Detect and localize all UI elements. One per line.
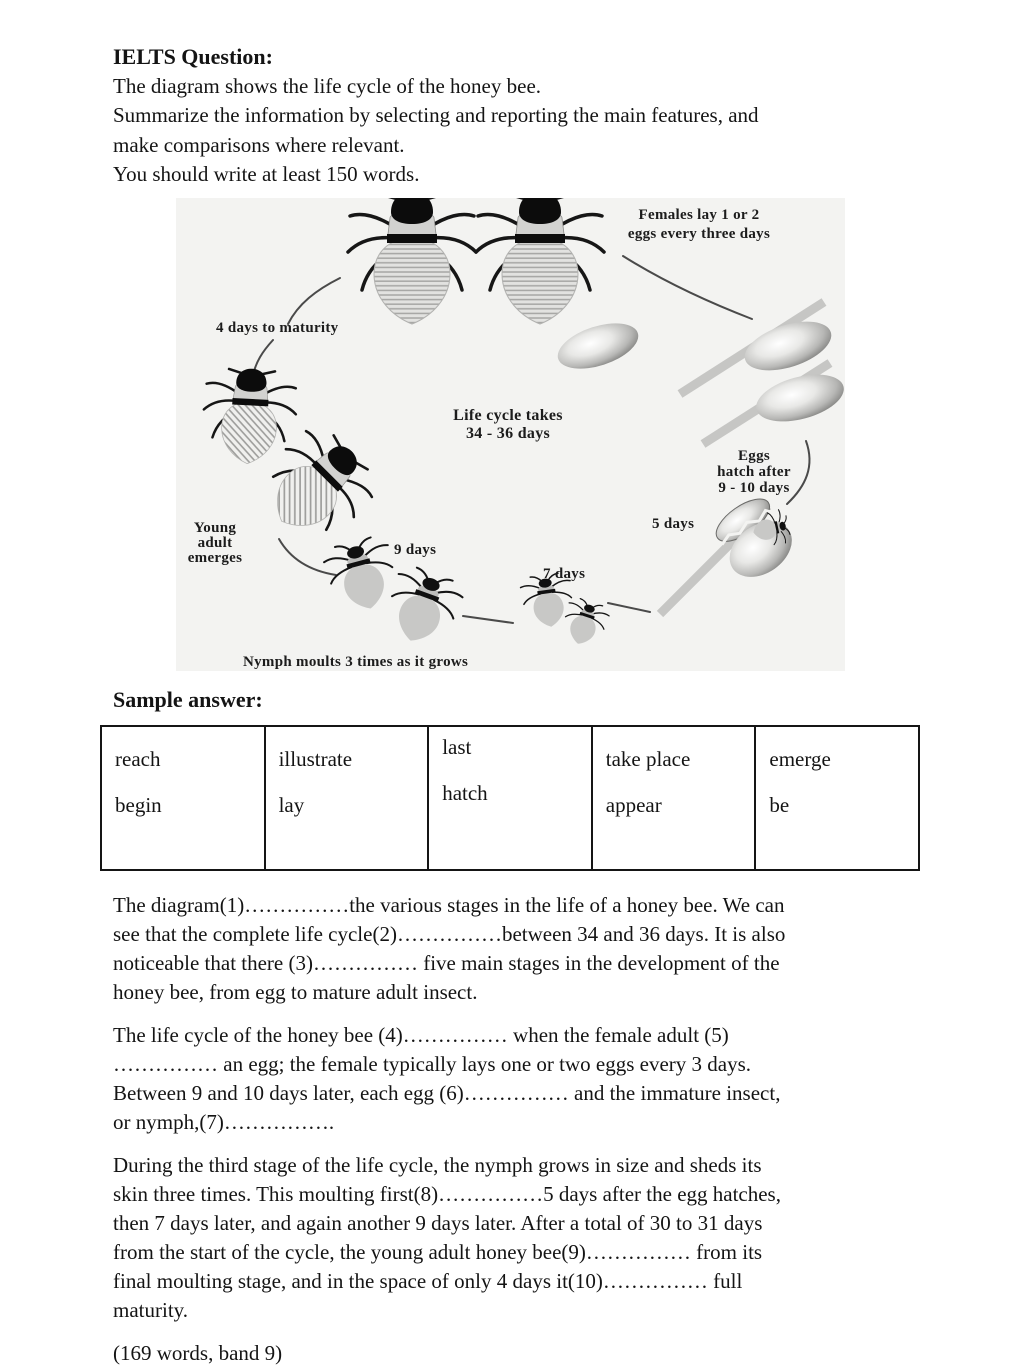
egg-figure — [751, 366, 845, 430]
table-cell — [755, 726, 919, 870]
paragraph-line: The life cycle of the honey bee (4)…………… when the female adult (5) — [113, 1022, 729, 1047]
label-females-lay: eggs every three days — [627, 225, 771, 242]
label-nymph-moults: Nymph moults 3 times as it grows — [243, 653, 469, 670]
paragraph-line: noticeable that there (3)…………… five main stages in the development of the — [113, 950, 780, 975]
table-cell — [428, 726, 592, 870]
question-line: make comparisons where relevant. — [113, 132, 405, 157]
hatching-egg-figure — [705, 490, 802, 588]
adult-bee-figure — [476, 198, 604, 324]
maturing-bee-figure — [201, 366, 298, 466]
vocab-word: lay — [278, 792, 305, 817]
label-young-adult: adult — [197, 534, 233, 551]
label-life-cycle: Life cycle takes — [453, 406, 563, 424]
sample-paragraph — [113, 1021, 920, 1137]
vocab-word: illustrate — [278, 746, 353, 771]
paragraph-line: from the start of the cycle, the young adult honey bee(9)…………… from its — [113, 1239, 763, 1264]
bee-life-cycle-svg — [176, 198, 845, 671]
bee-life-cycle-diagram — [176, 198, 845, 671]
paragraph-line: skin three times. This moulting first(8)……………5 days after the egg hatches, — [113, 1181, 781, 1206]
arrow-youngadult-to-nymph — [279, 539, 336, 575]
table-row — [101, 726, 919, 870]
label-5-days: 5 days — [652, 515, 695, 532]
label-young-adult: Young — [193, 519, 237, 536]
paragraph-line: Between 9 and 10 days later, each egg (6)…………… and the immature insect, — [113, 1080, 781, 1105]
paragraph-line: final moulting stage, and in the space of only 4 days it(10)…………… full — [113, 1268, 743, 1293]
question-line: You should write at least 150 words. — [113, 162, 420, 186]
label-life-cycle-days: 34 - 36 days — [465, 424, 551, 442]
nymph-figure — [379, 562, 467, 652]
label-7-days: 7 days — [543, 565, 586, 582]
label-females-lay: Females lay 1 or 2 — [638, 206, 760, 223]
arrow-nymph-to-egg — [608, 603, 650, 612]
question-heading: IELTS Question: — [113, 44, 273, 69]
table-cell — [592, 726, 756, 870]
paragraph-line: maturity. — [113, 1297, 189, 1322]
vocab-word: reach — [115, 746, 161, 771]
table-cell — [265, 726, 429, 870]
nymph-figure — [558, 595, 611, 650]
vocab-word: be — [769, 792, 790, 817]
word-count-note: (169 words, band 9) — [113, 1340, 283, 1365]
arrow-nymph-to-nymph — [463, 616, 513, 623]
label-4-days-maturity: 4 days to maturity — [216, 319, 339, 336]
sample-paragraph — [113, 1151, 920, 1325]
vocab-word: hatch — [442, 780, 488, 805]
table-cell — [101, 726, 265, 870]
vocab-word: begin — [115, 792, 162, 817]
vocab-word: take place — [605, 746, 691, 771]
paragraph-line: The diagram(1)……………the various stages in the life of a honey bee. We can — [113, 892, 785, 917]
vocab-word: emerge — [769, 746, 831, 771]
paragraph-line: see that the complete life cycle(2)……………between 34 and 36 days. It is also — [113, 921, 786, 946]
vocabulary-table — [100, 725, 920, 871]
egg-figure — [552, 314, 644, 377]
arrow-adult-to-maturity — [288, 278, 340, 324]
vocab-word: appear — [605, 792, 662, 817]
label-eggs-hatch: Eggs — [737, 447, 771, 464]
label-9-days: 9 days — [394, 541, 437, 558]
paragraph-line: or nymph,(7)……………. — [113, 1109, 335, 1134]
paragraph-line: then 7 days later, and again another 9 days later. After a total of 30 to 31 days — [113, 1210, 763, 1235]
sample-answer-heading: Sample answer: — [113, 686, 263, 712]
sample-paragraph — [113, 891, 920, 1007]
question-line: The diagram shows the life cycle of the honey bee. — [113, 73, 542, 98]
label-young-adult: emerges — [187, 549, 243, 566]
adult-bee-figure — [348, 198, 476, 324]
question-line: Summarize the information by selecting and reporting the main features, and — [113, 103, 759, 127]
label-eggs-hatch: 9 - 10 days — [718, 479, 790, 496]
paragraph-line: honey bee, from egg to mature adult insect. — [113, 979, 478, 1004]
label-eggs-hatch: hatch after — [717, 463, 791, 480]
paragraph-line: …………… an egg; the female typically lays one or two eggs every 3 days. — [113, 1051, 751, 1076]
paragraph-line: During the third stage of the life cycle, the nymph grows in size and sheds its — [113, 1152, 762, 1177]
vocab-word: last — [442, 734, 472, 759]
arrow-adult-to-eggs — [623, 256, 752, 319]
